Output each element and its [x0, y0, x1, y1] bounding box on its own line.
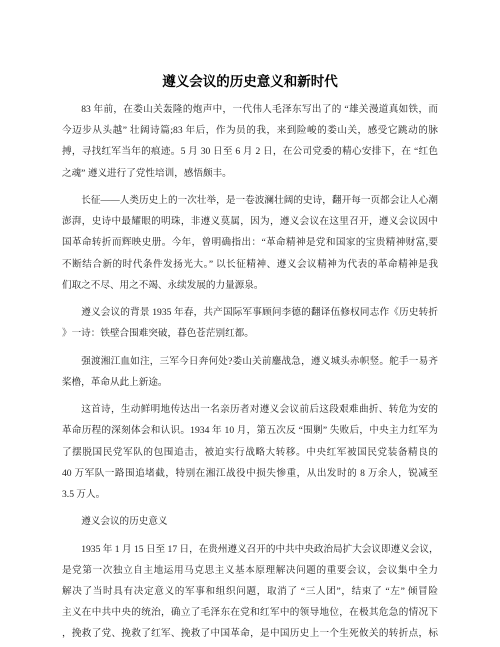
- text-line: 们取之不尽、用之不竭、永续发展的力量源泉。: [62, 279, 264, 291]
- text-line: 强渡湘江血如注，三军今日奔何处?娄山关前鏖战急，遵义城头赤帜竖。舵手一易齐: [81, 355, 438, 367]
- text-line: 解决了当时具有决定意义的军事和组织问题，取消了 “三人团”，结束了 “左” 倾冒险: [62, 586, 438, 598]
- text-line: 国革命转折而辉映史册。今年，曾明确指出：“革命精神是党和国家的宝贵精神财富,要: [62, 237, 438, 249]
- text-line: 3.5 万人。: [62, 488, 106, 500]
- text-line: 了摆脱国民党军队的包围追击，被迫实行战略大转移。中央红军被国民党装备精良的: [62, 446, 438, 458]
- paragraph-intro: [62, 99, 438, 184]
- text-line: 不断结合新的时代条件发扬光大。” 以长征精神、遵义会议精神为代表的革命精神是我: [62, 258, 438, 270]
- text-line: 是党第一次独立自主地运用马克思主义基本原理解决问题的重要会议，会议集中全力: [62, 564, 438, 576]
- text-line: 今迈步从头越” 壮阔诗篇;83 年后，作为员的我，来到险峻的娄山关，感受它跳动的脉: [62, 125, 438, 137]
- text-line: 这首诗，生动鲜明地传达出一名亲历者对遵义会议前后这段艰难曲折、转危为安的: [81, 404, 438, 416]
- text-line: 主义在中共中央的统治，确立了毛泽东在党和红军中的领导地位，在极其危急的情况下: [62, 607, 438, 619]
- paragraph-significance: [62, 539, 438, 645]
- section-heading-text: 遵义会议的历史意义: [81, 516, 168, 528]
- text-line: 遵义会议的背景 1935 年春，共产国际军事顾问李德的翻译伍修权同志作《历史转折: [81, 307, 438, 319]
- text-line: 革命历程的深刻体会和认识。1934 年 10 月，第五次反 “围剿” 失败后，中央主力红军为: [62, 425, 438, 437]
- text-line: 澎湃，史诗中最耀眼的明珠，非遵义莫属，因为，遵义会议在这里召开，遵义会议因中: [62, 216, 438, 228]
- text-line: 搏，寻找红军当年的痕迹。5 月 30 日至 6 月 2 日，在公司党委的精心安排下，在 “红色: [62, 146, 438, 158]
- text-line: 1935 年 1 月 15 日至 17 日，在贵州遵义召开的中共中央政治局扩大会议即遵义会议，: [81, 543, 439, 555]
- text-line: 83 年前，在娄山关轰隆的炮声中，一代伟人毛泽东写出了的 “雄关漫道真如铁，而: [81, 104, 438, 115]
- document-body: [62, 99, 438, 645]
- text-line: 40 万军队一路围追堵截，特别在湘江战役中损失惨重，从出发时的 8 万余人，锐减至: [62, 467, 438, 479]
- document-title: 遵义会议的历史意义和新时代: [162, 74, 338, 89]
- paragraph-poem: [62, 351, 438, 393]
- paragraph-poem-commentary: [62, 399, 438, 505]
- text-line: ，挽救了党、挽救了红军、挽救了中国革命，是中国历史上一个生死攸关的转折点，标: [62, 628, 438, 640]
- section-heading: [62, 511, 438, 532]
- text-line: 》一诗：铁壁合围难突破，暮色苍茫别红都。: [62, 328, 254, 340]
- text-line: 桨橹，革命从此上新途。: [62, 376, 168, 388]
- text-line: 之魂” 遵义进行了党性培训，感悟颇丰。: [62, 167, 232, 179]
- text-line: 长征——人类历史上的一次壮举，是一卷波澜壮阔的史诗，翻开每一页都会让人心潮: [81, 194, 438, 206]
- paragraph-long-march: [62, 190, 438, 296]
- paragraph-background: [62, 302, 438, 344]
